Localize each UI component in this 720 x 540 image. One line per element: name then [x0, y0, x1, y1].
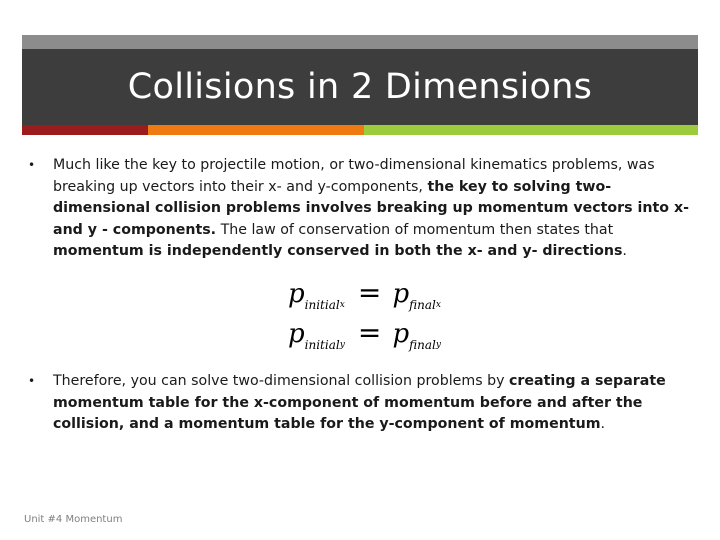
title-bar [22, 49, 698, 125]
eq-lhs-subsubscript: x [339, 300, 345, 310]
title-bar-top-band [22, 35, 698, 49]
eq-lhs-symbol: p [288, 279, 305, 309]
bullet-text-bold: momentum is independently conserved in both the x- and y- directions [53, 243, 623, 259]
accent-strip-red [22, 125, 148, 135]
bullet-text [53, 371, 690, 436]
eq-rhs-symbol: p [392, 319, 410, 349]
slide-title: Collisions in 2 Dimensions [127, 67, 593, 107]
eq-equals-sign: = [357, 276, 382, 309]
equation-y [288, 316, 441, 352]
eq-rhs-subsubscript: x [435, 300, 441, 310]
accent-strip-green [364, 125, 698, 135]
bullet-text-part: . [600, 416, 605, 432]
bullet-item-1 [28, 155, 690, 263]
bullet-text [53, 155, 690, 263]
accent-strip-orange [148, 125, 364, 135]
eq-equals-sign: = [357, 316, 382, 349]
eq-rhs-subsubscript: y [435, 340, 441, 350]
eq-lhs-subscript: initial [304, 338, 340, 352]
eq-lhs-subscript: initial [304, 298, 340, 312]
eq-lhs-subsubscript: y [339, 340, 345, 350]
bullet-text-part: . [622, 243, 627, 259]
bullet-text-part: Much like the key to projectile motion, or two-dimensional kinematics problems, was breaking up vectors into their x- and y-components, [53, 157, 655, 195]
bullet-dot: • [28, 374, 36, 388]
bullet-dot: • [28, 158, 36, 172]
bullet-text-part: Therefore, you can solve two-dimensional collision problems by [53, 373, 510, 389]
momentum-equations [288, 276, 458, 356]
eq-rhs-subscript: final [409, 298, 436, 312]
equation-x [288, 276, 441, 312]
eq-rhs-subscript: final [409, 338, 436, 352]
bullet-text-part: The law of conservation of momentum then states that [216, 221, 614, 238]
bullet-text-bold: the key to solving two-dimensional collision problems involves breaking up momentum vectors into x- and y - components. [53, 178, 690, 238]
slide-footer: Unit #4 Momentum [24, 514, 123, 525]
eq-rhs-symbol: p [392, 279, 410, 309]
bullet-text-bold: creating a separate momentum table for the x-component of momentum before and after the collision, and a momentum table for the y-component of momentum [53, 373, 666, 432]
eq-lhs-symbol: p [288, 319, 305, 349]
bullet-item-2 [28, 371, 690, 436]
